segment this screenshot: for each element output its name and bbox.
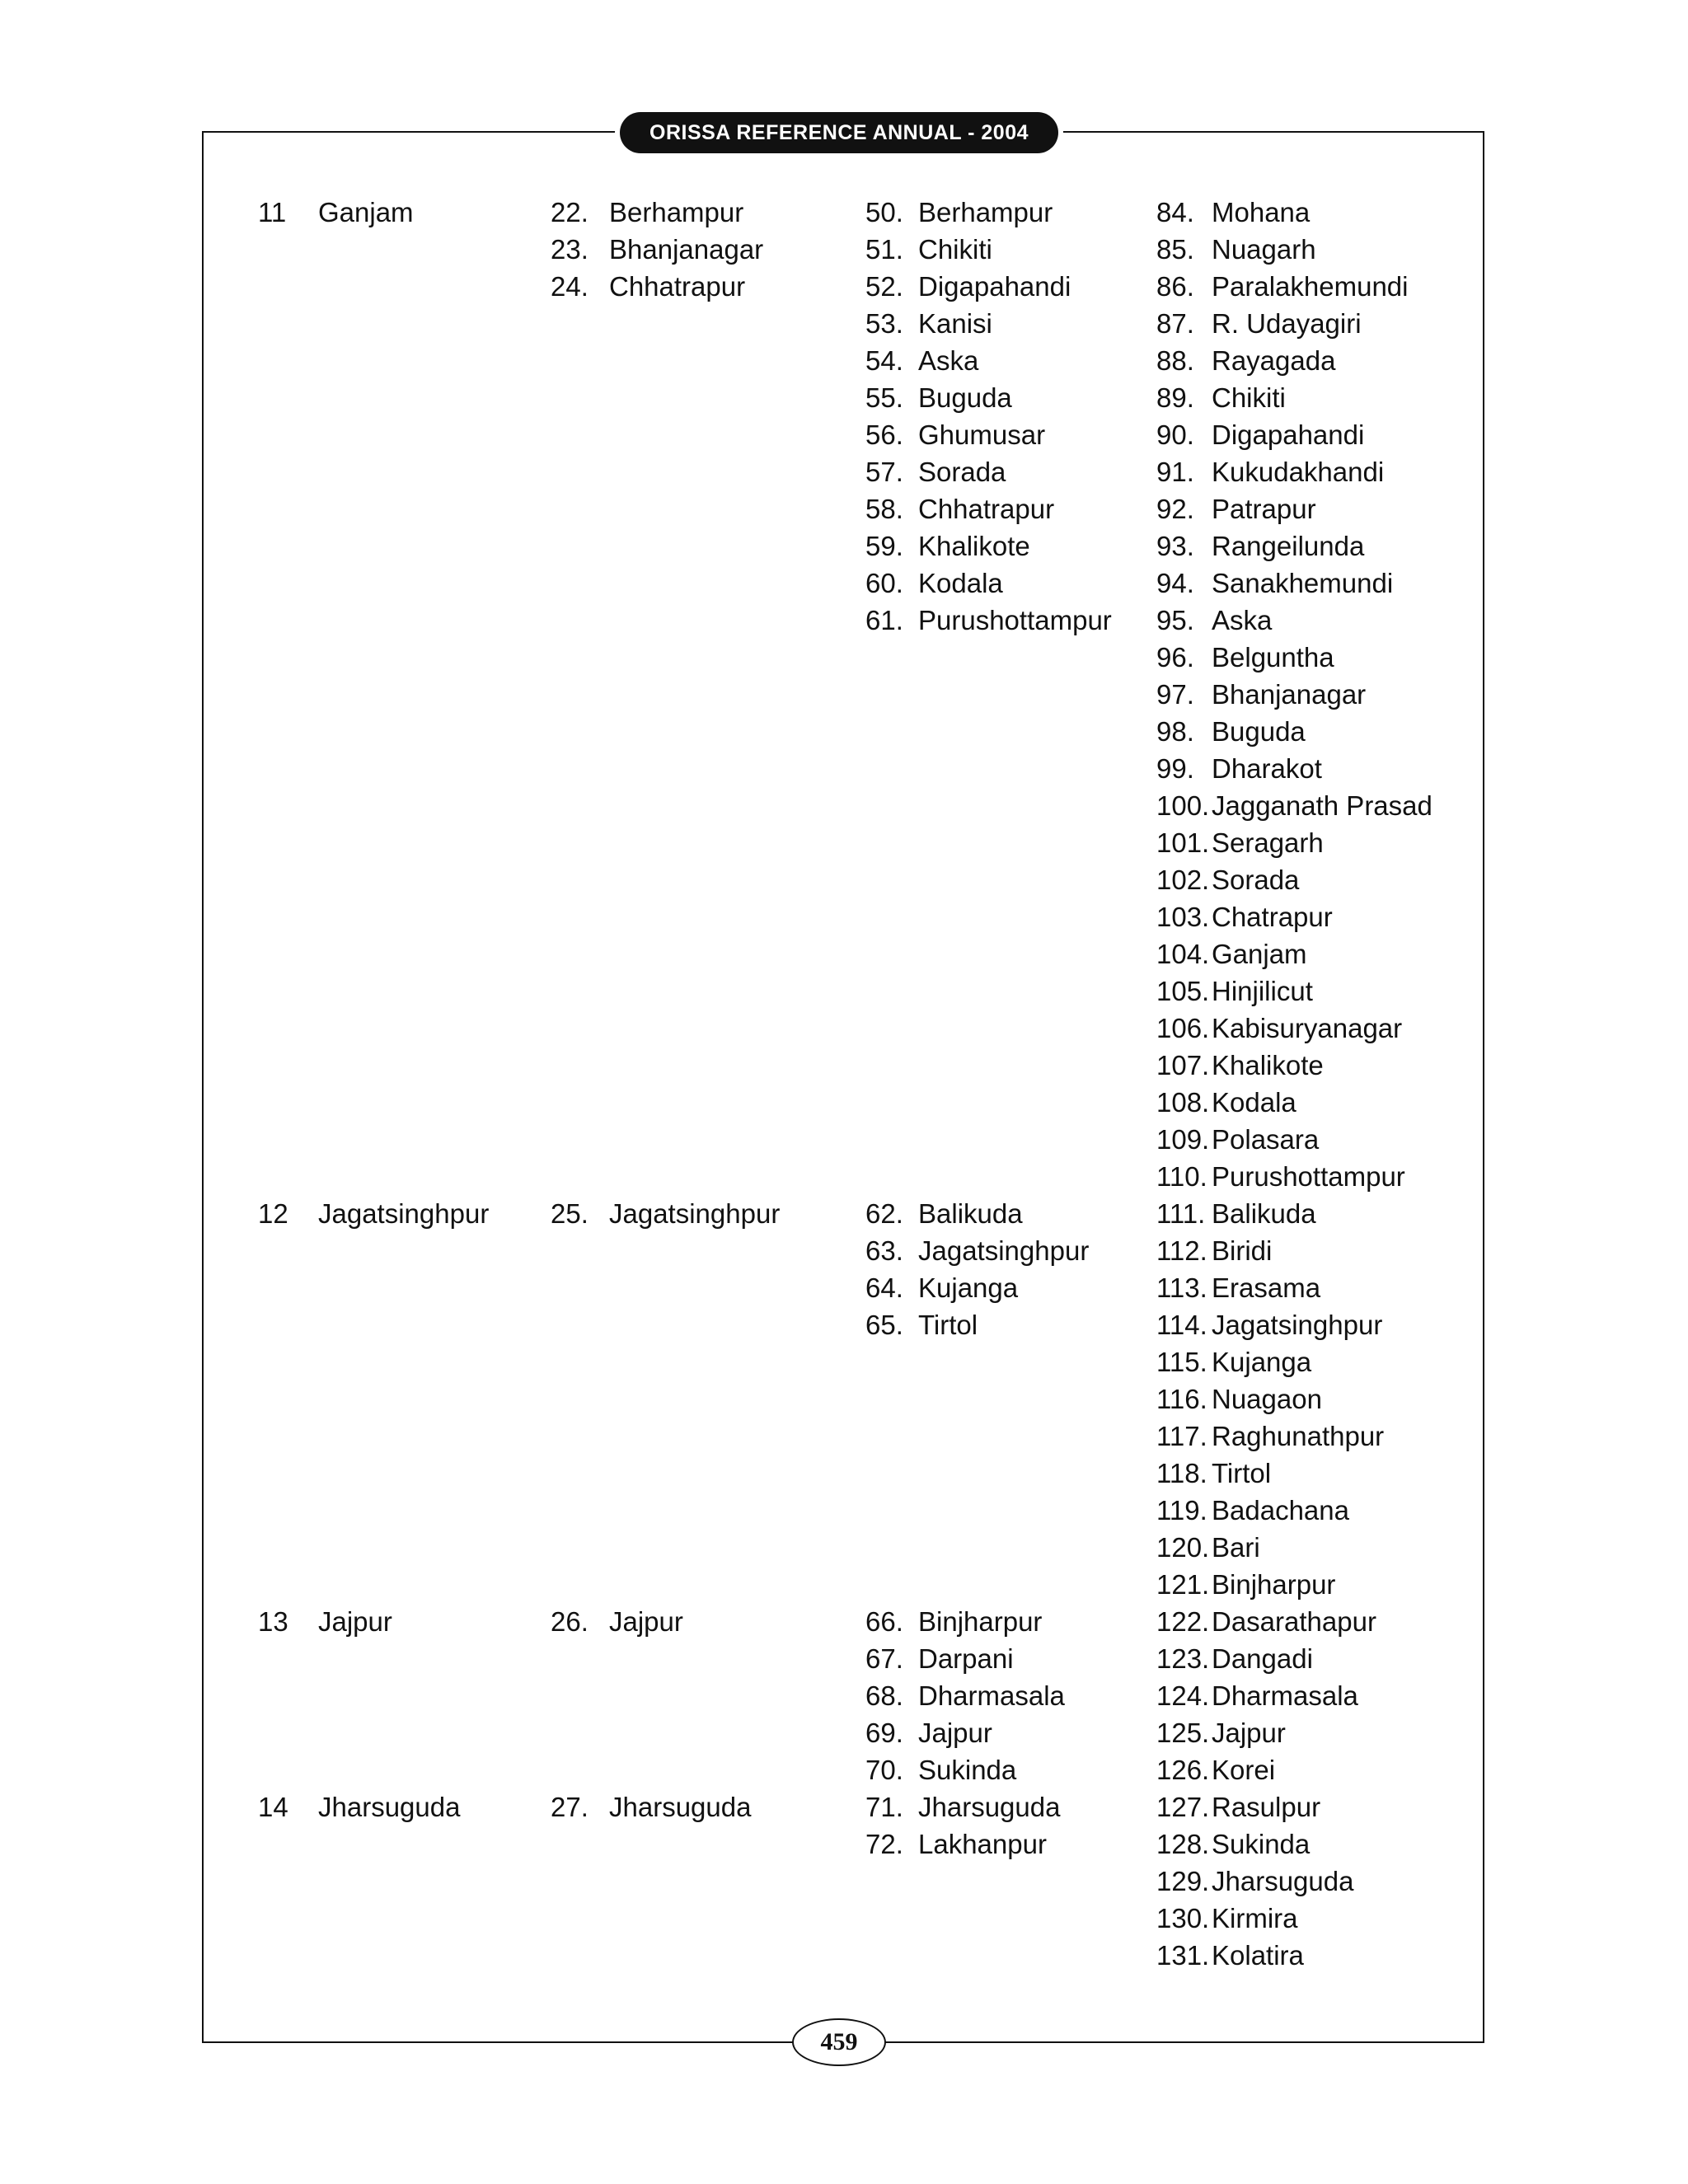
block-number: 103.: [1156, 902, 1210, 932]
block-name: Sanakhemundi: [1212, 568, 1394, 598]
tahasil-number: 71.: [865, 1792, 903, 1822]
block-number: 101.: [1156, 827, 1210, 858]
block-name: Ganjam: [1212, 939, 1307, 969]
block-name: Badachana: [1212, 1495, 1349, 1526]
tahasil-number: 67.: [865, 1643, 903, 1674]
tahasil-name: Kujanga: [918, 1272, 1019, 1303]
block-number: 104.: [1156, 939, 1210, 969]
tahasil-number: 60.: [865, 568, 903, 598]
tahasil-number: 64.: [865, 1272, 903, 1303]
block-number: 98.: [1156, 716, 1194, 747]
district-name: Jajpur: [318, 1606, 392, 1637]
subdivision-name: Berhampur: [609, 197, 744, 227]
tahasil-name: Jajpur: [918, 1718, 992, 1748]
block-number: 121.: [1156, 1569, 1210, 1600]
block-name: R. Udayagiri: [1212, 308, 1362, 339]
tahasil-name: Jharsuguda: [918, 1792, 1061, 1822]
block-number: 105.: [1156, 976, 1210, 1006]
tahasil-number: 65.: [865, 1310, 903, 1340]
block-number: 129.: [1156, 1866, 1210, 1896]
block-number: 118.: [1156, 1458, 1207, 1488]
block-number: 125.: [1156, 1718, 1210, 1748]
subdivision-name: Jharsuguda: [609, 1792, 752, 1822]
district-name: Ganjam: [318, 197, 414, 227]
block-name: Kabisuryanagar: [1212, 1013, 1403, 1043]
tahasil-number: 66.: [865, 1606, 903, 1637]
block-name: Seragarh: [1212, 827, 1324, 858]
block-number: 95.: [1156, 605, 1194, 635]
block-name: Jagatsinghpur: [1212, 1310, 1383, 1340]
block-number: 115.: [1156, 1347, 1207, 1377]
tahasil-name: Tirtol: [918, 1310, 978, 1340]
block-name: Jharsuguda: [1212, 1866, 1354, 1896]
block-number: 113.: [1156, 1272, 1207, 1303]
block-number: 126.: [1156, 1755, 1210, 1785]
district-number: 11: [258, 197, 287, 227]
block-number: 119.: [1156, 1495, 1207, 1526]
tahasil-number: 57.: [865, 457, 903, 487]
block-name: Kolatira: [1212, 1940, 1304, 1971]
block-number: 130.: [1156, 1903, 1210, 1933]
tahasil-number: 51.: [865, 234, 903, 265]
subdivision-number: 22.: [551, 197, 588, 227]
block-number: 123.: [1156, 1643, 1210, 1674]
block-number: 112.: [1156, 1235, 1207, 1266]
subdivision-number: 23.: [551, 234, 588, 265]
block-name: Balikuda: [1212, 1198, 1316, 1229]
block-number: 86.: [1156, 271, 1194, 302]
block-name: Rasulpur: [1212, 1792, 1321, 1822]
block-number: 102.: [1156, 865, 1210, 895]
tahasil-name: Buguda: [918, 382, 1012, 413]
block-number: 131.: [1156, 1940, 1210, 1971]
block-name: Buguda: [1212, 716, 1306, 747]
block-name: Sorada: [1212, 865, 1300, 895]
block-number: 127.: [1156, 1792, 1210, 1822]
block-name: Purushottampur: [1212, 1161, 1405, 1192]
block-number: 99.: [1156, 753, 1194, 784]
block-name: Kirmira: [1212, 1903, 1298, 1933]
tahasil-number: 62.: [865, 1198, 903, 1229]
tahasil-name: Berhampur: [918, 197, 1053, 227]
tahasil-name: Digapahandi: [918, 271, 1071, 302]
tahasil-name: Purushottampur: [918, 605, 1112, 635]
block-name: Dangadi: [1212, 1643, 1313, 1674]
tahasil-name: Dharmasala: [918, 1680, 1065, 1711]
block-number: 96.: [1156, 642, 1194, 673]
page-number: 459: [792, 2018, 886, 2066]
tahasil-name: Kanisi: [918, 308, 992, 339]
block-name: Mohana: [1212, 197, 1311, 227]
block-number: 120.: [1156, 1532, 1210, 1563]
block-name: Polasara: [1212, 1124, 1320, 1155]
block-name: Raghunathpur: [1212, 1421, 1385, 1451]
block-number: 107.: [1156, 1050, 1210, 1080]
tahasil-number: 68.: [865, 1680, 903, 1711]
block-name: Biridi: [1212, 1235, 1273, 1266]
tahasil-number: 52.: [865, 271, 903, 302]
district-number: 14: [258, 1792, 288, 1822]
block-name: Nuagaon: [1212, 1384, 1322, 1414]
district-name: Jharsuguda: [318, 1792, 461, 1822]
block-name: Rangeilunda: [1212, 531, 1365, 561]
block-name: Binjharpur: [1212, 1569, 1336, 1600]
subdivision-name: Chhatrapur: [609, 271, 746, 302]
block-name: Patrapur: [1212, 494, 1316, 524]
block-name: Nuagarh: [1212, 234, 1316, 265]
tahasil-name: Lakhanpur: [918, 1829, 1047, 1859]
block-name: Belguntha: [1212, 642, 1334, 673]
tahasil-name: Chikiti: [918, 234, 992, 265]
district-number: 12: [258, 1198, 288, 1229]
block-name: Kodala: [1212, 1087, 1296, 1118]
tahasil-number: 54.: [865, 345, 903, 376]
block-name: Rayagada: [1212, 345, 1336, 376]
tahasil-number: 70.: [865, 1755, 903, 1785]
block-number: 84.: [1156, 197, 1194, 227]
block-name: Dasarathapur: [1212, 1606, 1376, 1637]
block-number: 109.: [1156, 1124, 1210, 1155]
subdivision-name: Jagatsinghpur: [609, 1198, 781, 1229]
tahasil-number: 55.: [865, 382, 903, 413]
block-name: Digapahandi: [1212, 419, 1365, 450]
block-name: Sukinda: [1212, 1829, 1311, 1859]
block-number: 85.: [1156, 234, 1194, 265]
subdivision-number: 25.: [551, 1198, 588, 1229]
block-name: Chikiti: [1212, 382, 1286, 413]
district-number: 13: [258, 1606, 288, 1637]
subdivision-number: 24.: [551, 271, 588, 302]
tahasil-number: 61.: [865, 605, 903, 635]
block-number: 110.: [1156, 1161, 1207, 1192]
tahasil-number: 63.: [865, 1235, 903, 1266]
block-number: 91.: [1156, 457, 1194, 487]
block-name: Jajpur: [1212, 1718, 1286, 1748]
block-number: 87.: [1156, 308, 1194, 339]
block-name: Aska: [1212, 605, 1273, 635]
subdivision-name: Bhanjanagar: [609, 234, 764, 265]
block-name: Kukudakhandi: [1212, 457, 1385, 487]
district-name: Jagatsinghpur: [318, 1198, 490, 1229]
block-name: Bari: [1212, 1532, 1260, 1563]
block-name: Korei: [1212, 1755, 1276, 1785]
block-number: 128.: [1156, 1829, 1210, 1859]
block-name: Erasama: [1212, 1272, 1321, 1303]
block-name: Jagganath Prasad: [1212, 790, 1432, 821]
block-number: 100.: [1156, 790, 1210, 821]
tahasil-number: 72.: [865, 1829, 903, 1859]
tahasil-number: 56.: [865, 419, 903, 450]
block-number: 97.: [1156, 679, 1194, 710]
block-name: Tirtol: [1212, 1458, 1272, 1488]
tahasil-number: 58.: [865, 494, 903, 524]
block-number: 88.: [1156, 345, 1194, 376]
tahasil-name: Balikuda: [918, 1198, 1023, 1229]
block-number: 90.: [1156, 419, 1194, 450]
block-name: Kujanga: [1212, 1347, 1312, 1377]
block-number: 116.: [1156, 1384, 1207, 1414]
block-name: Bhanjanagar: [1212, 679, 1367, 710]
block-name: Dharakot: [1212, 753, 1322, 784]
tahasil-name: Jagatsinghpur: [918, 1235, 1090, 1266]
tahasil-name: Ghumusar: [918, 419, 1046, 450]
block-name: Dharmasala: [1212, 1680, 1358, 1711]
block-number: 124.: [1156, 1680, 1210, 1711]
tahasil-number: 59.: [865, 531, 903, 561]
block-number: 108.: [1156, 1087, 1210, 1118]
block-number: 106.: [1156, 1013, 1210, 1043]
subdivision-number: 26.: [551, 1606, 588, 1637]
subdivision-name: Jajpur: [609, 1606, 683, 1637]
tahasil-name: Sorada: [918, 457, 1006, 487]
tahasil-name: Chhatrapur: [918, 494, 1055, 524]
tahasil-name: Aska: [918, 345, 979, 376]
running-header: ORISSA REFERENCE ANNUAL - 2004: [620, 112, 1058, 153]
block-number: 89.: [1156, 382, 1194, 413]
tahasil-name: Kodala: [918, 568, 1003, 598]
tahasil-name: Khalikote: [918, 531, 1030, 561]
block-number: 122.: [1156, 1606, 1210, 1637]
block-name: Hinjilicut: [1212, 976, 1313, 1006]
block-name: Khalikote: [1212, 1050, 1324, 1080]
block-number: 93.: [1156, 531, 1194, 561]
block-name: Paralakhemundi: [1212, 271, 1409, 302]
block-name: Chatrapur: [1212, 902, 1333, 932]
subdivision-number: 27.: [551, 1792, 588, 1822]
block-number: 92.: [1156, 494, 1194, 524]
block-number: 94.: [1156, 568, 1194, 598]
tahasil-name: Sukinda: [918, 1755, 1017, 1785]
tahasil-name: Darpani: [918, 1643, 1014, 1674]
tahasil-name: Binjharpur: [918, 1606, 1043, 1637]
block-number: 114.: [1156, 1310, 1207, 1340]
block-number: 117.: [1156, 1421, 1207, 1451]
tahasil-number: 50.: [865, 197, 903, 227]
block-number: 111.: [1156, 1198, 1206, 1229]
tahasil-number: 69.: [865, 1718, 903, 1748]
tahasil-number: 53.: [865, 308, 903, 339]
